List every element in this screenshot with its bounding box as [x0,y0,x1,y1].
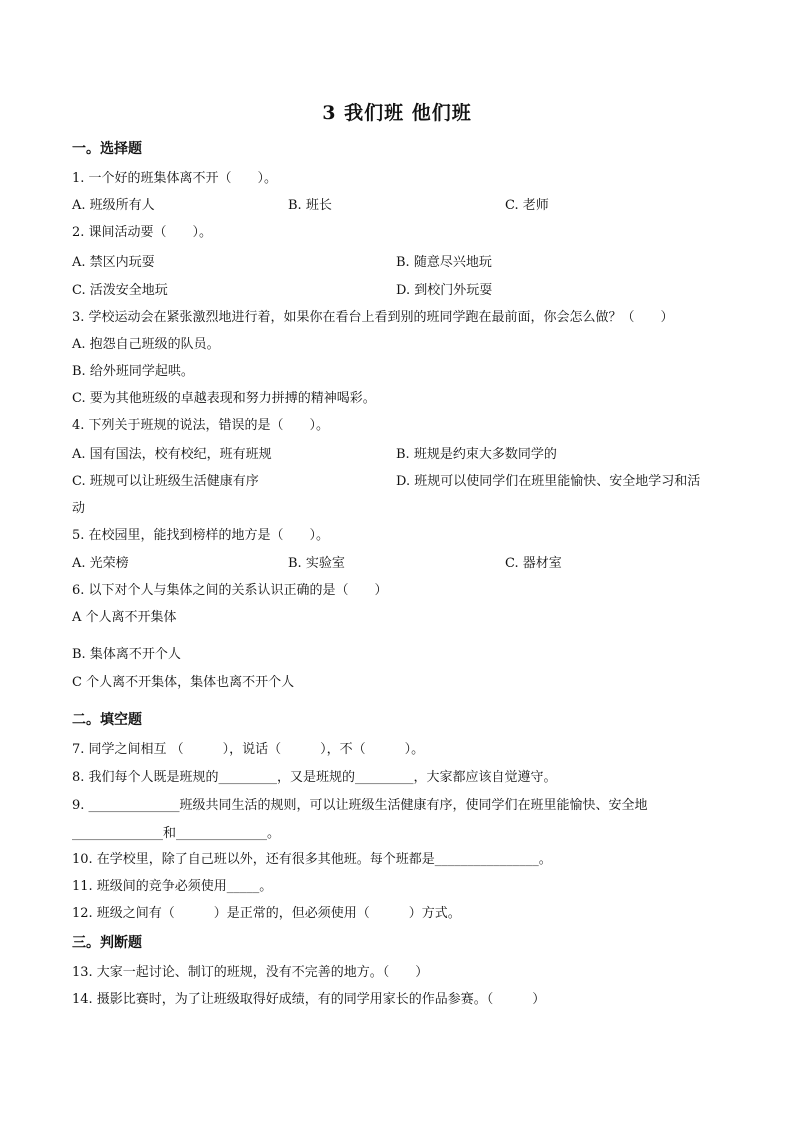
question-8: 8. 我们每个人既是班规的_________，又是班规的_________，大家都应该自觉遵守。 [72,770,557,785]
question-5-option-a: A. 光荣榜 [72,556,129,571]
question-4-option-d-continued: 动 [72,501,86,516]
question-3-option-b: B. 给外班同学起哄。 [72,364,194,379]
question-1: 1. 一个好的班集体离不开（ ）。 [72,171,278,186]
question-9: 9. ______________班级共同生活的规则，可以让班级生活健康有序，使同学们在班里能愉快、安全地 [72,798,648,813]
question-6-option-a: A 个人离不开集体 [72,610,177,625]
question-10: 10. 在学校里，除了自己班以外，还有很多其他班。每个班都是________________。 [72,852,552,867]
question-4-option-a: A. 国有国法，校有校纪，班有班规 [72,447,272,462]
question-5-option-b: B. 实验室 [288,556,345,571]
question-2: 2. 课间活动要（ ）。 [72,225,213,240]
question-5: 5. 在校园里，能找到榜样的地方是（ ）。 [72,528,330,543]
question-7: 7. 同学之间相互 （ ），说话（ ），不（ ）。 [72,742,425,757]
question-4-option-d: D. 班规可以使同学们在班里能愉快、安全地学习和活 [396,474,701,489]
question-2-option-c: C. 活泼安全地玩 [72,283,168,298]
question-11: 11. 班级间的竞争必须使用_____。 [72,879,273,894]
question-12: 12. 班级之间有（ ）是正常的，但必须使用（ ）方式。 [72,906,461,921]
section-heading-fill-in: 二。填空题 [72,712,142,728]
section-heading-true-false: 三。判断题 [72,935,142,951]
question-4-option-c: C. 班规可以让班级生活健康有序 [72,474,259,489]
question-9-continued: ______________和______________。 [72,826,281,841]
question-2-option-b: B. 随意尽兴地玩 [396,255,492,270]
page-title: 3 我们班 他们班 [322,102,472,124]
section-heading-choice: 一。选择题 [72,141,142,157]
question-1-option-a: A. 班级所有人 [72,198,155,213]
question-5-option-c: C. 器材室 [505,556,562,571]
question-3: 3. 学校运动会在紧张激烈地进行着，如果你在看台上看到别的班同学跑在最前面，你会怎么做？（ ） [72,310,674,325]
question-6-option-c: C 个人离不开集体，集体也离不开个人 [72,675,295,690]
question-6: 6. 以下对个人与集体之间的关系认识正确的是（ ） [72,583,388,598]
question-4: 4. 下列关于班规的说法，错误的是（ ）。 [72,418,330,433]
question-1-option-c: C. 老师 [505,198,549,213]
question-2-option-a: A. 禁区内玩耍 [72,255,155,270]
question-2-option-d: D. 到校门外玩耍 [396,283,493,298]
question-6-option-b: B. 集体离不开个人 [72,647,181,662]
question-4-option-b: B. 班规是约束大多数同学的 [396,447,557,462]
question-1-option-b: B. 班长 [288,198,332,213]
question-3-option-c: C. 要为其他班级的卓越表现和努力拼搏的精神喝彩。 [72,391,376,406]
question-13: 13. 大家一起讨论、制订的班规，没有不完善的地方。（ ） [72,965,429,980]
question-14: 14. 摄影比赛时，为了让班级取得好成绩，有的同学用家长的作品参赛。（ ） [72,992,546,1007]
question-3-option-a: A. 抱怨自己班级的队员。 [72,337,220,352]
